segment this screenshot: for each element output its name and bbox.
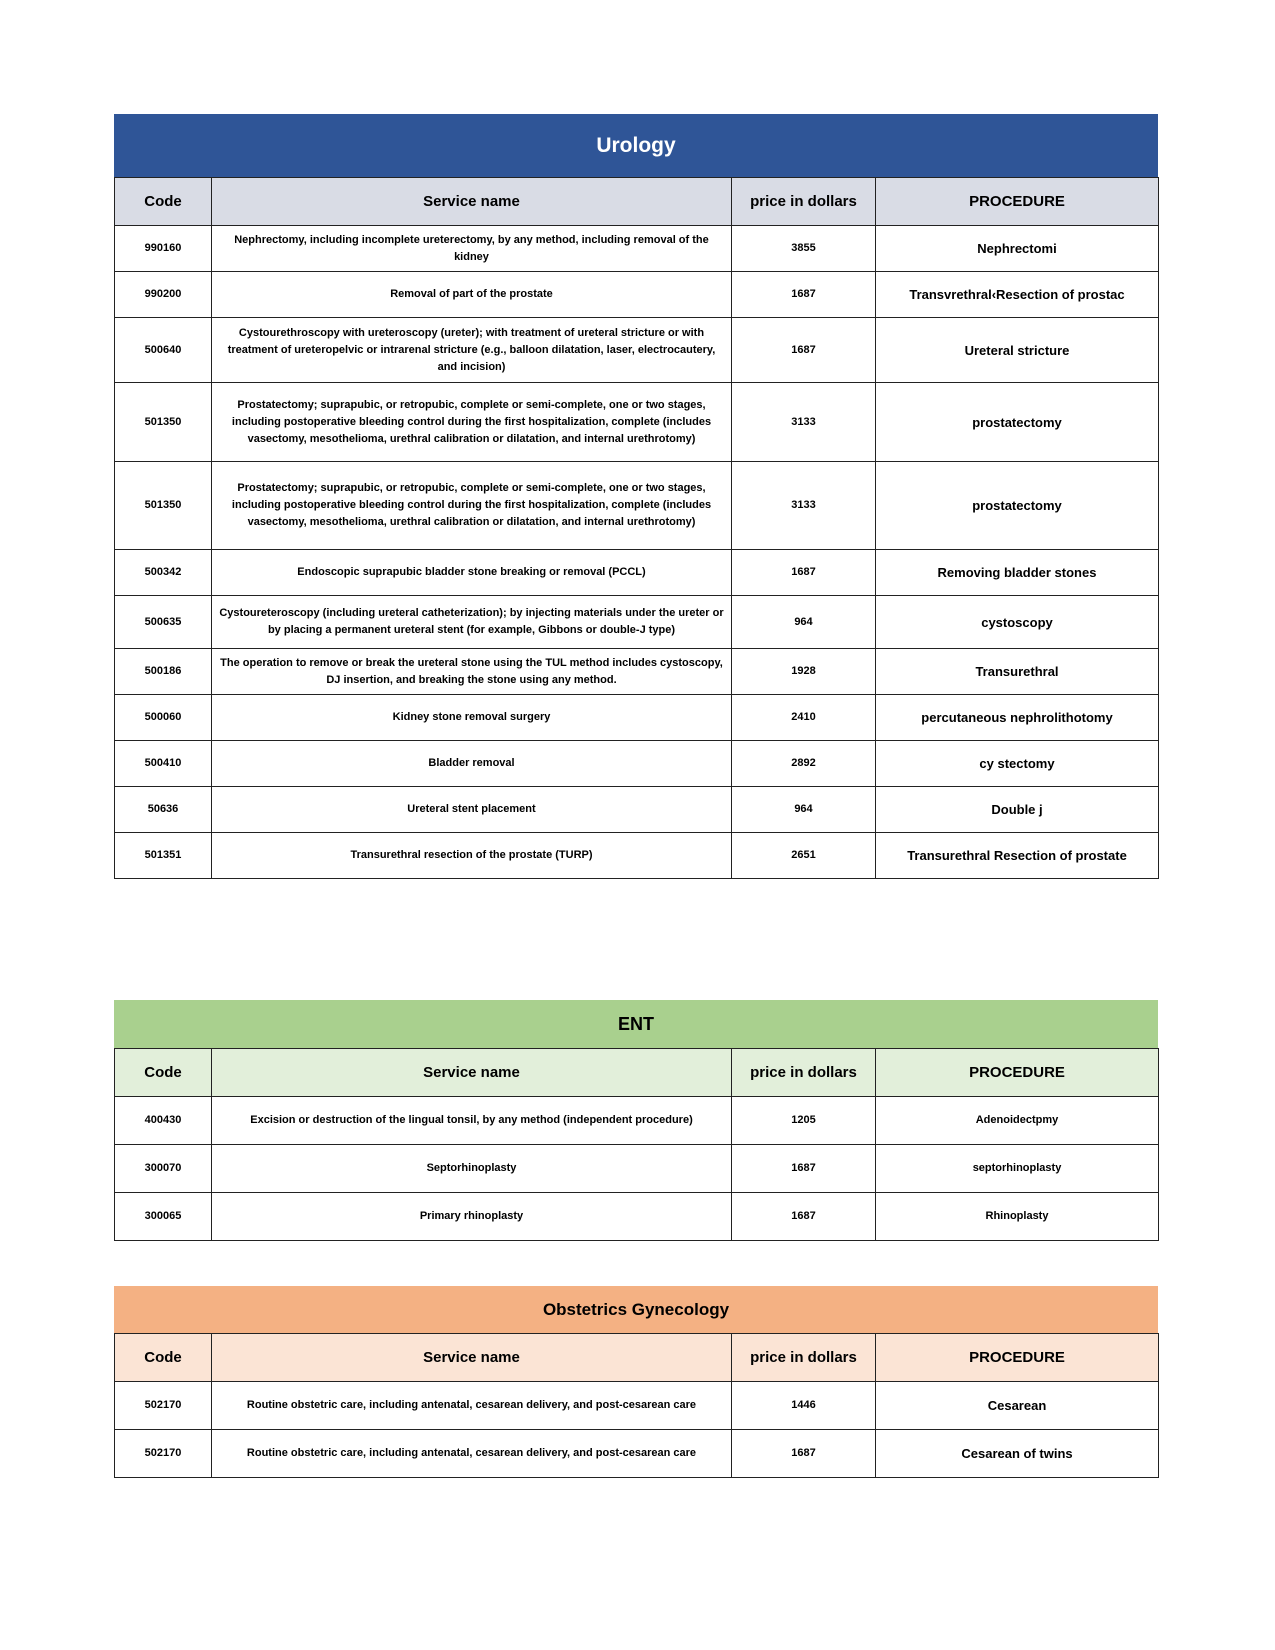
procedure-cell: prostatectomy [876, 383, 1159, 462]
service-cell: Septorhinoplasty [212, 1145, 732, 1193]
procedure-cell: Cesarean [876, 1382, 1159, 1430]
table-row [115, 787, 1159, 833]
code-header: Code [115, 1049, 212, 1097]
price-cell: 3133 [732, 462, 876, 550]
code-cell: 502170 [115, 1382, 212, 1430]
procedure-cell: Transurethral Resection of prostate [876, 833, 1159, 879]
service-cell: Routine obstetric care, including antenatal, cesarean delivery, and post-cesarean care [212, 1382, 732, 1430]
code-header: Code [115, 1334, 212, 1382]
price-cell: 2410 [732, 695, 876, 741]
price-cell: 1687 [732, 272, 876, 318]
table-row [115, 462, 1159, 550]
service-cell: Ureteral stent placement [212, 787, 732, 833]
procedure-cell: Nephrectomi [876, 226, 1159, 272]
code-cell: 501351 [115, 833, 212, 879]
procedure-cell: Cesarean of twins [876, 1430, 1159, 1478]
table-row [115, 833, 1159, 879]
table-row [115, 226, 1159, 272]
code-cell: 50636 [115, 787, 212, 833]
table-row [115, 383, 1159, 462]
urology-section [114, 114, 1158, 879]
service-name-header: Service name [212, 1334, 732, 1382]
table-row [115, 1097, 1159, 1145]
service-name-header: Service name [212, 1049, 732, 1097]
header-row [115, 178, 1159, 226]
procedure-cell: Ureteral stricture [876, 318, 1159, 383]
code-cell: 500640 [115, 318, 212, 383]
code-cell: 500635 [115, 596, 212, 649]
price-cell: 1928 [732, 649, 876, 695]
price-cell: 1687 [732, 1145, 876, 1193]
header-row [115, 1334, 1159, 1382]
code-cell: 500060 [115, 695, 212, 741]
procedure-cell: cy stectomy [876, 741, 1159, 787]
price-cell: 1687 [732, 1430, 876, 1478]
ent-table [114, 1048, 1159, 1241]
price-cell: 1687 [732, 550, 876, 596]
obgyn-title: Obstetrics Gynecology [114, 1286, 1158, 1333]
procedure-cell: prostatectomy [876, 462, 1159, 550]
table-row [115, 741, 1159, 787]
service-cell: Transurethral resection of the prostate (TURP) [212, 833, 732, 879]
code-cell: 990160 [115, 226, 212, 272]
table-row [115, 596, 1159, 649]
table-row [115, 318, 1159, 383]
service-name-header: Service name [212, 178, 732, 226]
code-cell: 501350 [115, 383, 212, 462]
service-cell: Excision or destruction of the lingual tonsil, by any method (independent procedure) [212, 1097, 732, 1145]
obgyn-section [114, 1286, 1158, 1478]
price-cell: 964 [732, 787, 876, 833]
table-row [115, 1382, 1159, 1430]
price-cell: 3133 [732, 383, 876, 462]
code-cell: 501350 [115, 462, 212, 550]
procedure-cell: Rhinoplasty [876, 1193, 1159, 1241]
price-cell: 3855 [732, 226, 876, 272]
code-header: Code [115, 178, 212, 226]
service-cell: Cystourethroscopy with ureteroscopy (ureter); with treatment of ureteral stricture or with treatment of ureteropelvic or intrarenal stricture (e.g., balloon dilatation, laser, electrocautery, and incision) [212, 318, 732, 383]
procedure-header: PROCEDURE [876, 178, 1159, 226]
procedure-cell: Transurethral [876, 649, 1159, 695]
service-cell: Removal of part of the prostate [212, 272, 732, 318]
service-cell: Prostatectomy; suprapubic, or retropubic, complete or semi-complete, one or two stages, including postoperative bleeding control during the first hospitalization, complete (includes vasectomy, mesothelioma, urethral calibration or dilatation, and internal urethrotomy) [212, 462, 732, 550]
service-cell: Primary rhinoplasty [212, 1193, 732, 1241]
table-row [115, 550, 1159, 596]
urology-table [114, 177, 1159, 879]
procedure-cell: Transvrethral‹Resection of prostac [876, 272, 1159, 318]
table-row [115, 1193, 1159, 1241]
price-cell: 1687 [732, 1193, 876, 1241]
service-cell: Nephrectomy, including incomplete ureterectomy, by any method, including removal of the kidney [212, 226, 732, 272]
service-cell: The operation to remove or break the ureteral stone using the TUL method includes cystoscopy, DJ insertion, and breaking the stone using any method. [212, 649, 732, 695]
price-cell: 1205 [732, 1097, 876, 1145]
procedure-cell: Removing bladder stones [876, 550, 1159, 596]
procedure-cell: cystoscopy [876, 596, 1159, 649]
code-cell: 500342 [115, 550, 212, 596]
obgyn-table [114, 1333, 1159, 1478]
price-cell: 1446 [732, 1382, 876, 1430]
table-row [115, 1430, 1159, 1478]
procedure-header: PROCEDURE [876, 1334, 1159, 1382]
service-cell: Routine obstetric care, including antenatal, cesarean delivery, and post-cesarean care [212, 1430, 732, 1478]
code-cell: 500186 [115, 649, 212, 695]
urology-title: Urology [114, 114, 1158, 177]
procedure-cell: percutaneous nephrolithotomy [876, 695, 1159, 741]
code-cell: 400430 [115, 1097, 212, 1145]
table-row [115, 1145, 1159, 1193]
service-cell: Prostatectomy; suprapubic, or retropubic, complete or semi-complete, one or two stages, including postoperative bleeding control during the first hospitalization, complete (includes vasectomy, mesothelioma, urethral calibration or dilatation, and internal urethrotomy) [212, 383, 732, 462]
service-cell: Kidney stone removal surgery [212, 695, 732, 741]
price-header: price in dollars [732, 178, 876, 226]
header-row [115, 1049, 1159, 1097]
price-cell: 2651 [732, 833, 876, 879]
procedure-cell: Adenoidectpmy [876, 1097, 1159, 1145]
procedure-cell: Double j [876, 787, 1159, 833]
procedure-cell: septorhinoplasty [876, 1145, 1159, 1193]
ent-title: ENT [114, 1000, 1158, 1048]
code-cell: 502170 [115, 1430, 212, 1478]
price-cell: 1687 [732, 318, 876, 383]
code-cell: 500410 [115, 741, 212, 787]
service-cell: Cystoureteroscopy (including ureteral catheterization); by injecting materials under the ureter or by placing a permanent ureteral stent (for example, Gibbons or double-J type) [212, 596, 732, 649]
code-cell: 990200 [115, 272, 212, 318]
table-row [115, 649, 1159, 695]
code-cell: 300070 [115, 1145, 212, 1193]
service-cell: Bladder removal [212, 741, 732, 787]
ent-section [114, 1000, 1158, 1241]
price-header: price in dollars [732, 1334, 876, 1382]
price-cell: 964 [732, 596, 876, 649]
price-header: price in dollars [732, 1049, 876, 1097]
code-cell: 300065 [115, 1193, 212, 1241]
service-cell: Endoscopic suprapubic bladder stone breaking or removal (PCCL) [212, 550, 732, 596]
procedure-header: PROCEDURE [876, 1049, 1159, 1097]
table-row [115, 695, 1159, 741]
price-cell: 2892 [732, 741, 876, 787]
table-row [115, 272, 1159, 318]
